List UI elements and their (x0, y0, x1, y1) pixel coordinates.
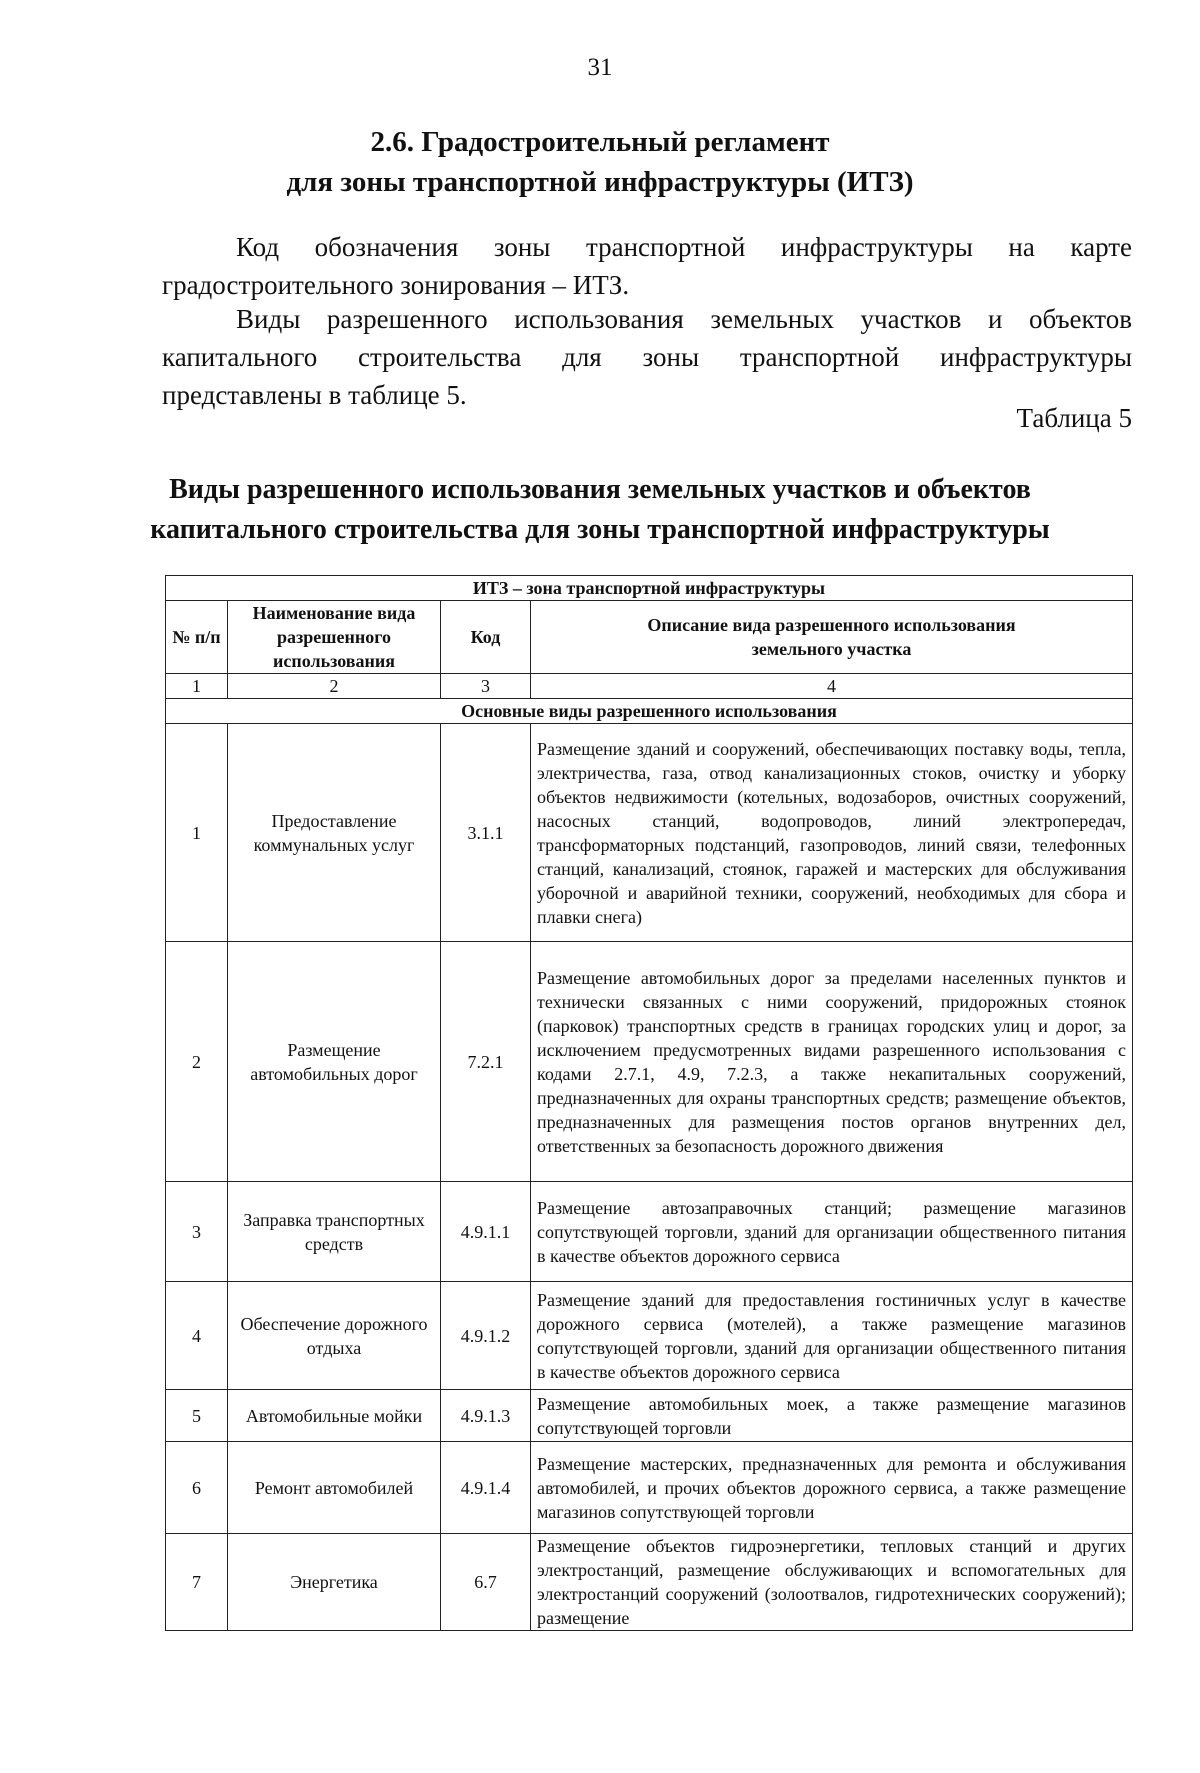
paragraph-1-line-1: Код обозначения зоны транспортной инфраструктуры на карте (236, 232, 1132, 262)
table-row (166, 1390, 1133, 1442)
paragraph-2-line-1: Виды разрешенного использования земельных участков и объектов (236, 304, 1132, 334)
col-number-3: 3 (441, 674, 531, 699)
row-number: 7 (166, 1534, 228, 1631)
zone-header: ИТЗ – зона транспортной инфраструктуры (166, 576, 1133, 601)
row-code: 7.2.1 (441, 942, 531, 1182)
row-number: 3 (166, 1182, 228, 1282)
row-name: Обеспечение дорожного отдыха (228, 1282, 441, 1390)
table-row (166, 1282, 1133, 1390)
header-name: Наименование вида разрешенного использования (228, 601, 441, 674)
row-number: 2 (166, 942, 228, 1182)
row-name: Ремонт автомобилей (228, 1442, 441, 1534)
header-code: Код (441, 601, 531, 674)
row-name: Заправка транспортных средств (228, 1182, 441, 1282)
row-description: Размещение объектов гидроэнергетики, тепловых станций и других электростанций, размещение обслуживающих и вспомогательных для электростанций сооружений (золоотвалов, гидротехнических сооружений); размещение (531, 1534, 1133, 1631)
table-title-line-1: Виды разрешенного использования земельных участков и объектов (169, 474, 1031, 505)
row-code: 3.1.1 (441, 724, 531, 942)
row-description: Размещение автомобильных дорог за пределами населенных пунктов и технически связанных с ними сооружений, придорожных стоянок (парковок) транспортных средств в границах городских улиц и дорог, за исключением предусмотренных видами разрешенного использования с кодами 2.7.1, 4.9, 7.2.3, а также некапитальных сооружений, предназначенных для охраны транспортных средств; размещение объектов, предназначенных для размещения постов органов внутренних дел, ответственных за безопасность дорожного движения (531, 942, 1133, 1182)
section-title: Основные виды разрешенного использования (166, 699, 1133, 724)
section-heading (0, 122, 1200, 202)
col-number-4: 4 (531, 674, 1133, 699)
row-description: Размещение автозаправочных станций; размещение магазинов сопутствующей торговли, зданий для организации общественного питания в качестве объектов дорожного сервиса (531, 1182, 1133, 1282)
row-description: Размещение зданий для предоставления гостиничных услуг в качестве дорожного сервиса (мотелей), а также размещение магазинов сопутствующей торговли, зданий для организации общественного питания в качестве объектов дорожного сервиса (531, 1282, 1133, 1390)
paragraph-1-line-2: градостроительного зонирования – ИТЗ. (162, 270, 630, 300)
page-number: 31 (587, 54, 613, 81)
row-number: 4 (166, 1282, 228, 1390)
row-code: 4.9.1.1 (441, 1182, 531, 1282)
row-number: 5 (166, 1390, 228, 1442)
paragraph-zone-code (162, 228, 1132, 304)
row-code: 4.9.1.4 (441, 1442, 531, 1534)
row-code: 4.9.1.2 (441, 1282, 531, 1390)
permitted-uses-table (165, 575, 1133, 1631)
row-description: Размещение автомобильных моек, а также размещение магазинов сопутствующей торговли (531, 1390, 1133, 1442)
section-row (166, 699, 1133, 724)
table-row (166, 942, 1133, 1182)
table-row (166, 1534, 1133, 1631)
paragraph-2-line-3: представлены в таблице 5. (162, 380, 467, 410)
row-name: Энергетика (228, 1534, 441, 1631)
row-code: 6.7 (441, 1534, 531, 1631)
table-row (166, 1182, 1133, 1282)
header-num: № п/п (166, 601, 228, 674)
col-number-1: 1 (166, 674, 228, 699)
row-code: 4.9.1.3 (441, 1390, 531, 1442)
col-number-2: 2 (228, 674, 441, 699)
row-name: Размещение автомобильных дорог (228, 942, 441, 1182)
table-label: Таблица 5 (1016, 403, 1132, 433)
table-title (0, 470, 1200, 550)
row-name: Автомобильные мойки (228, 1390, 441, 1442)
column-header-row (166, 601, 1133, 674)
header-desc: Описание вида разрешенного использования земельного участка (531, 601, 1133, 674)
row-description: Размещение зданий и сооружений, обеспечивающих поставку воды, тепла, электричества, газа, отвод канализационных стоков, очистку и уборку объектов недвижимости (котельных, водозаборов, очистных сооружений, насосных станций, водопроводов, линий электропередач, трансформаторных подстанций, газопроводов, линий связи, телефонных станций, канализаций, стоянок, гаражей и мастерских для обслуживания уборочной и аварийной техники, сооружений, необходимых для сбора и плавки снега) (531, 724, 1133, 942)
table-title-line-2: капитального строительства для зоны транспортной инфраструктуры (150, 514, 1050, 545)
table-row (166, 1442, 1133, 1534)
column-number-row (166, 674, 1133, 699)
paragraph-2-line-2: капитального строительства для зоны транспортной инфраструктуры (162, 342, 1132, 372)
paragraph-permitted-uses (162, 300, 1132, 414)
row-number: 6 (166, 1442, 228, 1534)
table-row (166, 724, 1133, 942)
row-number: 1 (166, 724, 228, 942)
section-heading-line-1: 2.6. Градостроительный регламент (370, 126, 830, 158)
row-description: Размещение мастерских, предназначенных для ремонта и обслуживания автомобилей, и прочих объектов дорожного сервиса, а также размещение магазинов сопутствующей торговли (531, 1442, 1133, 1534)
row-name: Предоставление коммунальных услуг (228, 724, 441, 942)
section-heading-line-2: для зоны транспортной инфраструктуры (ИТЗ) (286, 166, 914, 198)
zone-header-row (166, 576, 1133, 601)
